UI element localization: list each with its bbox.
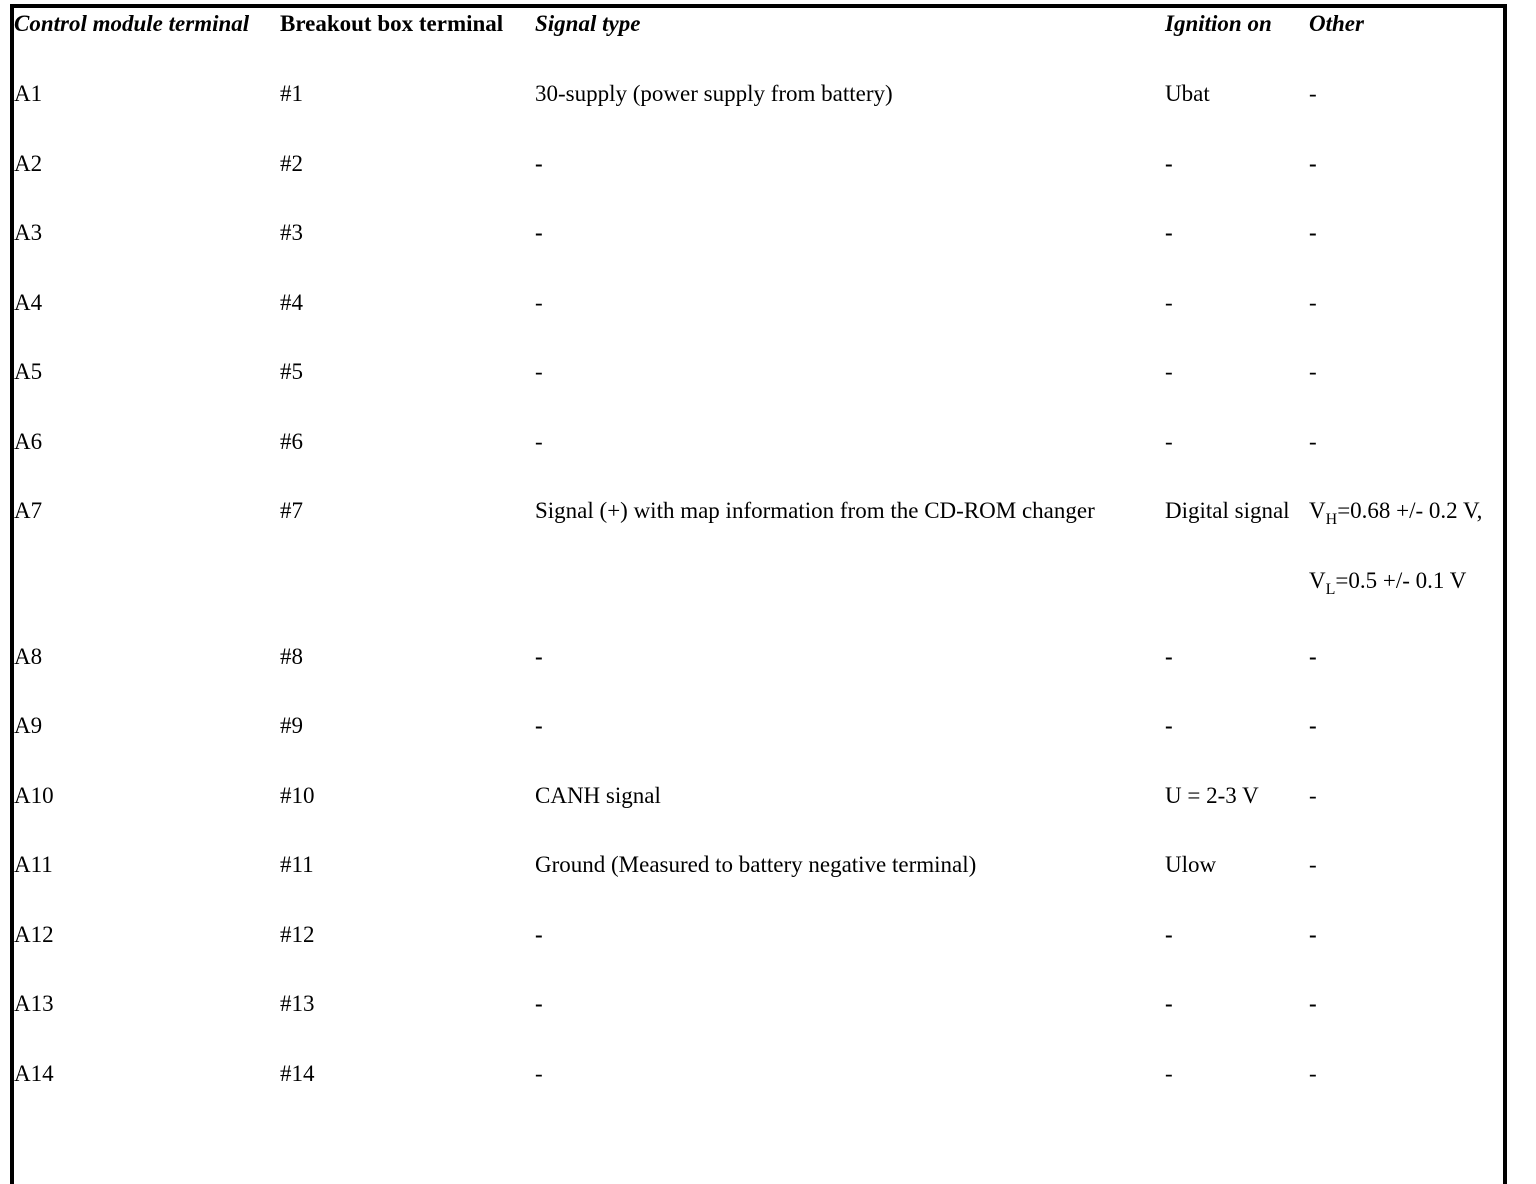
terminal-table <box>14 8 1509 1130</box>
table-row <box>14 991 1509 1061</box>
cell-other: - <box>1309 921 1317 947</box>
table-row <box>14 81 1509 151</box>
table-row <box>14 498 1509 568</box>
cell-other: - <box>1309 782 1317 808</box>
cell-control-module-terminal: A2 <box>14 150 43 176</box>
vh-value: =0.68 +/- 0.2 V, <box>1337 498 1483 523</box>
cell-breakout-box-terminal: #2 <box>280 150 303 176</box>
cell-control-module-terminal: A11 <box>14 852 53 877</box>
header-control-module-terminal: Control module terminal <box>14 11 250 36</box>
cell-ignition-on: - <box>1165 150 1173 176</box>
header-ignition-on: Ignition on <box>1165 11 1272 36</box>
cell-other: - <box>1309 991 1317 1016</box>
cell-control-module-terminal: A1 <box>14 81 43 106</box>
cell-signal-type: - <box>535 921 543 947</box>
table-row <box>14 429 1509 499</box>
cell-other: - <box>1309 359 1317 384</box>
cell-ignition-on: - <box>1165 428 1173 454</box>
table-row-continuation <box>14 568 1509 644</box>
cell-signal-type: - <box>535 289 543 315</box>
cell-control-module-terminal: A6 <box>14 428 43 454</box>
cell-breakout-box-terminal: #13 <box>280 991 315 1016</box>
empty-cell <box>535 568 1165 644</box>
table-row <box>14 852 1509 922</box>
cell-breakout-box-terminal: #11 <box>280 852 314 877</box>
cell-signal-type: CANH signal <box>535 782 661 808</box>
cell-signal-type: Ground (Measured to battery negative terminal) <box>535 852 977 877</box>
cell-ignition-on: - <box>1165 921 1173 947</box>
cell-breakout-box-terminal: #3 <box>280 220 303 245</box>
table-row <box>14 783 1509 853</box>
cell-other: - <box>1309 150 1317 176</box>
empty-cell <box>1165 568 1309 644</box>
cell-signal-type: - <box>535 428 543 454</box>
cell-signal-type: - <box>535 359 543 384</box>
header-signal-type: Signal type <box>535 11 641 36</box>
vl-subscript: L <box>1325 580 1336 598</box>
cell-other: - <box>1309 289 1317 315</box>
cell-signal-type: 30-supply (power supply from battery) <box>535 81 893 106</box>
cell-other: - <box>1309 220 1317 245</box>
cell-control-module-terminal: A10 <box>14 782 54 808</box>
cell-other: - <box>1309 1060 1317 1086</box>
cell-control-module-terminal: A5 <box>14 359 43 384</box>
cell-signal-type: - <box>535 643 543 669</box>
cell-breakout-box-terminal: #7 <box>280 498 303 523</box>
table-row <box>14 290 1509 360</box>
cell-control-module-terminal: A14 <box>14 1060 54 1086</box>
table-row <box>14 644 1509 714</box>
cell-signal-type: - <box>535 991 543 1016</box>
header-other: Other <box>1309 11 1364 36</box>
cell-other: - <box>1309 852 1317 877</box>
cell-control-module-terminal: A9 <box>14 713 43 738</box>
empty-cell <box>280 568 535 644</box>
cell-ignition-on: - <box>1165 220 1173 245</box>
cell-other: - <box>1309 643 1317 669</box>
cell-ignition-on: - <box>1165 991 1173 1016</box>
empty-cell <box>14 568 280 644</box>
cell-control-module-terminal: A4 <box>14 289 43 315</box>
cell-breakout-box-terminal: #8 <box>280 643 303 669</box>
cell-control-module-terminal: A13 <box>14 991 54 1016</box>
cell-control-module-terminal: A7 <box>14 498 43 523</box>
table-row <box>14 1061 1509 1131</box>
cell-other-vl <box>1309 568 1509 644</box>
cell-ignition-on: - <box>1165 1060 1173 1086</box>
cell-other: - <box>1309 713 1317 738</box>
table-row <box>14 359 1509 429</box>
header-row <box>14 8 1509 81</box>
cell-breakout-box-terminal: #1 <box>280 81 303 106</box>
vl-symbol: V <box>1309 567 1326 593</box>
cell-control-module-terminal: A8 <box>14 643 43 669</box>
vh-subscript: H <box>1325 511 1338 528</box>
cell-signal-type: Signal (+) with map information from the CD-ROM changer <box>535 498 1095 523</box>
cell-signal-type: - <box>535 150 543 176</box>
cell-signal-type: - <box>535 220 543 245</box>
cell-breakout-box-terminal: #10 <box>280 782 315 808</box>
cell-breakout-box-terminal: #9 <box>280 713 303 738</box>
cell-ignition-on: - <box>1165 359 1173 384</box>
table-row <box>14 713 1509 783</box>
cell-other: - <box>1309 81 1317 106</box>
cell-ignition-on: Ubat <box>1165 81 1210 106</box>
cell-ignition-on: U = 2-3 V <box>1165 782 1259 808</box>
cell-ignition-on: - <box>1165 643 1173 669</box>
cell-ignition-on: Ulow <box>1165 852 1217 877</box>
cell-breakout-box-terminal: #5 <box>280 359 303 384</box>
cell-ignition-on: - <box>1165 713 1173 738</box>
cell-ignition-on: - <box>1165 289 1173 315</box>
cell-breakout-box-terminal: #6 <box>280 428 303 454</box>
cell-other: - <box>1309 428 1317 454</box>
table-row <box>14 151 1509 221</box>
cell-ignition-on: Digital signal <box>1165 498 1290 523</box>
cell-control-module-terminal: A3 <box>14 220 43 245</box>
cell-breakout-box-terminal: #14 <box>280 1060 315 1086</box>
cell-breakout-box-terminal: #4 <box>280 289 303 315</box>
cell-breakout-box-terminal: #12 <box>280 921 315 947</box>
cell-signal-type: - <box>535 713 543 738</box>
cell-control-module-terminal: A12 <box>14 921 54 947</box>
header-breakout-box-terminal: Breakout box terminal <box>280 11 504 36</box>
vh-symbol: V <box>1309 498 1326 523</box>
cell-other-vh <box>1309 498 1509 568</box>
vl-value: =0.5 +/- 0.1 V <box>1335 567 1467 593</box>
table-row <box>14 922 1509 992</box>
table-row <box>14 220 1509 290</box>
cell-signal-type: - <box>535 1060 543 1086</box>
